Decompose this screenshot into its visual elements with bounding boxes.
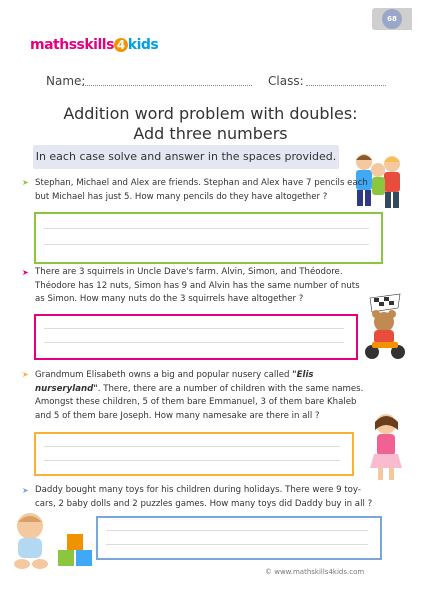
answer-line xyxy=(44,446,340,447)
instructions-banner: In each case solve and answer in the spaces provided. xyxy=(33,145,339,169)
baby-blocks-illustration xyxy=(8,508,100,574)
question-4-text: Daddy bought many toys for his children during holidays. There were 9 toy-cars, 2 baby dolls and 2 puzzles games. How many toys did Daddy buy in all ? xyxy=(35,485,373,509)
answer-box-2[interactable] xyxy=(34,314,358,360)
answer-line xyxy=(44,228,369,229)
answer-line xyxy=(44,460,340,461)
page-title-line1: Addition word problem with doubles: xyxy=(63,104,358,123)
answer-box-4[interactable] xyxy=(96,516,382,560)
page-title-line2: Add three numbers xyxy=(133,124,288,143)
bear-motorbike-illustration xyxy=(360,292,410,362)
question-1-bullet: ➤ xyxy=(22,178,29,187)
answer-box-3[interactable] xyxy=(34,432,354,476)
class-label: Class: xyxy=(268,74,304,88)
page-number-badge: 68 xyxy=(382,9,402,29)
question-2-bullet: ➤ xyxy=(22,268,29,277)
girl-illustration xyxy=(364,410,410,482)
answer-box-1[interactable] xyxy=(34,212,383,264)
answer-line xyxy=(44,342,344,343)
answer-line xyxy=(44,244,369,245)
question-4-bullet: ➤ xyxy=(22,486,29,495)
site-logo: mathsskills 4 kids xyxy=(30,37,159,53)
answer-line xyxy=(106,530,368,531)
question-2-text: There are 3 squirrels in Uncle Dave's farm. Alvin, Simon, and Théodore. Théodore has 12 nuts, Simon has 9 and Alvin has the same number of nuts as Simon. How many nuts do the 3 squirrels have altogether ? xyxy=(35,267,360,304)
class-field[interactable] xyxy=(306,75,386,86)
footer-copyright: © www.mathskills4kids.com xyxy=(265,568,365,576)
answer-line xyxy=(44,328,344,329)
question-3-text: Grandmum Elisabeth owns a big and popular nusery called "Elis nurseryland". There, there are a number of children with the same names. Amongst these children, 5 of them bare Emmanuel, 3 of them bare Khaleb and 5 of them bare Joseph. How many namesake are there in all ? xyxy=(35,370,364,421)
name-label: Name: xyxy=(46,74,86,88)
question-3-bullet: ➤ xyxy=(22,370,29,379)
name-field[interactable] xyxy=(82,75,252,86)
nursery-name: "Elis nurseryland" xyxy=(35,370,314,394)
answer-line xyxy=(106,544,368,545)
question-1-text: Stephan, Michael and Alex are friends. Stephan and Alex have 7 pencils each but Michael has just 5. How many pencils do they have altogether ? xyxy=(35,178,368,202)
